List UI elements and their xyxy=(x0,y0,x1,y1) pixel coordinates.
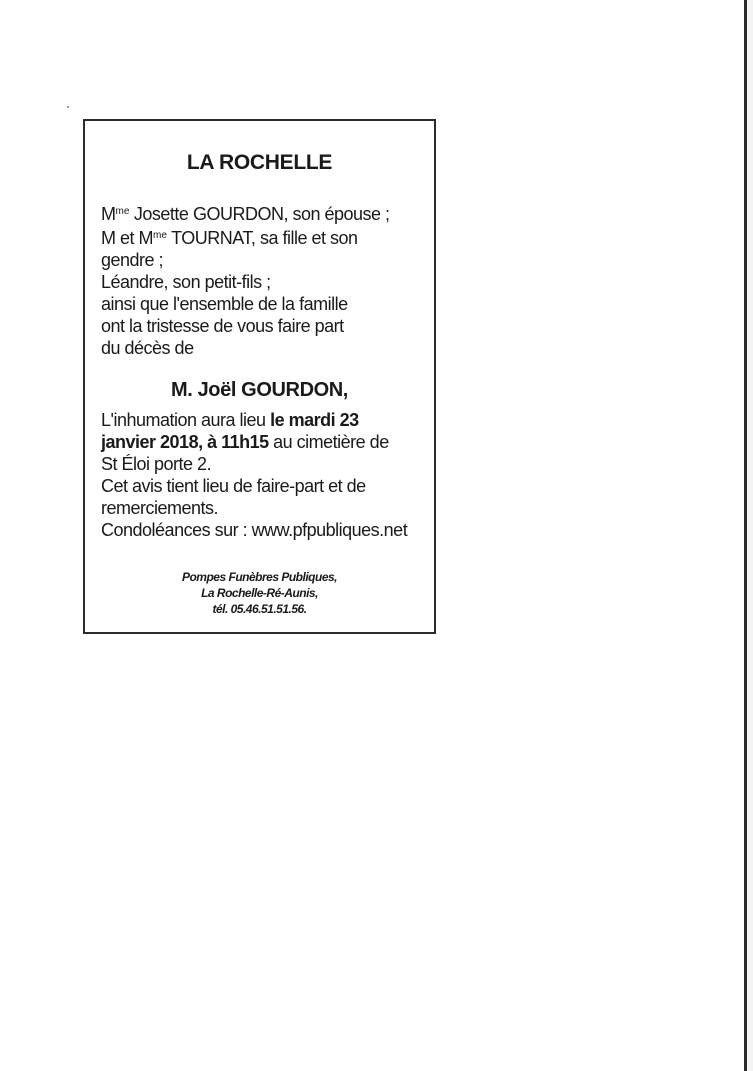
family-line-1: $M^{me}$ Josette GOURDON, son épouse ; xyxy=(101,204,390,224)
notice-city: LA ROCHELLE xyxy=(186,151,333,174)
details-line-1: L'inhumation aura lieu le mardi 23 xyxy=(101,410,359,430)
details-line-5: remerciements. xyxy=(101,498,219,518)
family-line-3: gendre ; xyxy=(101,250,164,270)
family-line-7: du décès de xyxy=(101,338,194,358)
funeral-home-signature xyxy=(85,569,434,617)
family-line-4: Léandre, son petit-fils ; xyxy=(101,272,271,292)
funeral-home-phone: tél. 05.46.51.51.56. xyxy=(212,602,307,616)
details-line-2: janvier 2018, à 11h15 au cimetière de xyxy=(101,432,389,452)
family-line-5: ainsi que l'ensemble de la famille xyxy=(101,294,348,314)
scan-speck xyxy=(67,106,69,108)
obituary-notice xyxy=(83,119,436,634)
details-line-4: Cet avis tient lieu de faire-part et de xyxy=(101,476,366,496)
funeral-details xyxy=(101,409,428,541)
family-announcement xyxy=(101,201,428,359)
funeral-home-location: La Rochelle-Ré-Aunis, xyxy=(201,586,318,600)
deceased-name: M. Joël GOURDON, xyxy=(171,379,348,401)
page-edge xyxy=(744,0,753,1071)
family-line-6: ont la tristesse de vous faire part xyxy=(101,316,344,336)
funeral-home-name: Pompes Funèbres Publiques, xyxy=(181,570,338,584)
family-line-2: M et $M^{me}$ TOURNAT, sa fille et son xyxy=(101,228,358,248)
condolences-line: Condoléances sur : www.pfpubliques.net xyxy=(101,520,408,540)
details-line-3: St Éloi porte 2. xyxy=(101,454,212,474)
